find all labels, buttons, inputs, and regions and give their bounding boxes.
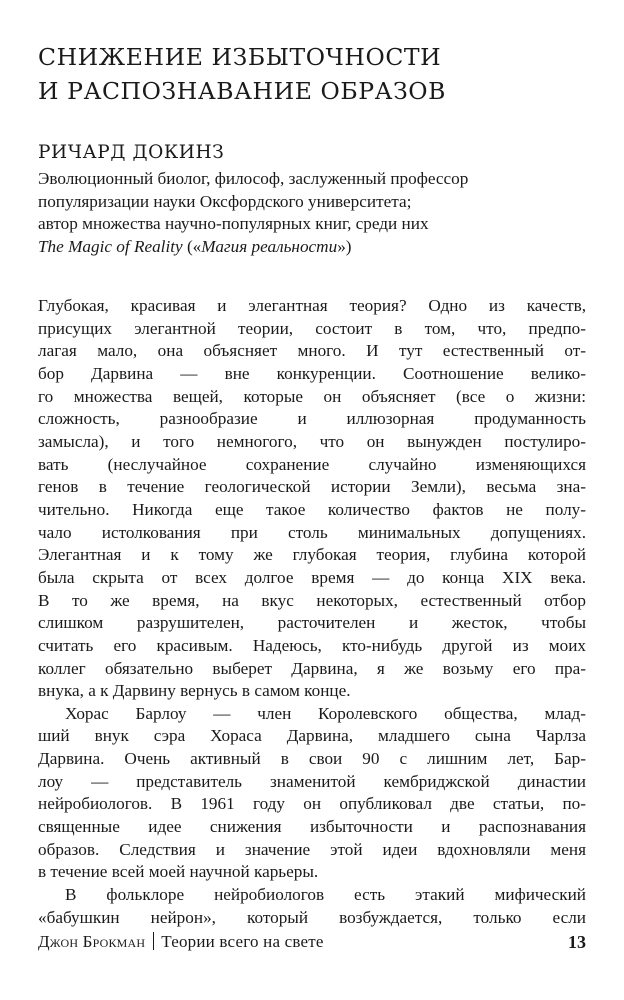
text-line: В то же время, на вкус некоторых, естественный отбор <box>38 590 586 610</box>
chapter-title <box>38 40 586 108</box>
text-line: сложность, разнообразие и иллюзорная продуманность <box>38 409 586 429</box>
essay-body <box>38 295 586 929</box>
author-bio-book-line <box>38 236 586 259</box>
text-line: замысла), и того немногого, что он вынужден постулиро- <box>38 431 586 451</box>
page-footer <box>38 930 586 954</box>
author-bio <box>38 168 586 259</box>
author-bio-line: популяризации науки Оксфордского университета; <box>38 191 412 211</box>
text-line: генов в течение геологической истории Земли), весьма зна- <box>38 477 586 497</box>
book-title-english: The Magic of Reality <box>38 237 183 257</box>
text-line: присущих элегантной теории, состоит в том, что, предпо- <box>38 318 586 338</box>
text-line: Глубокая, красивая и элегантная теория? Одно из качеств, <box>38 296 586 315</box>
chapter-title-line: И РАСПОЗНАВАНИЕ ОБРАЗОВ <box>38 77 447 105</box>
footer-divider <box>153 932 154 950</box>
text-line: В фольклоре нейробиологов есть этакий мифический <box>65 885 586 905</box>
text-line: чительно. Никогда еще такое количество фактов не полу- <box>38 499 586 519</box>
page-number: 13 <box>568 932 586 952</box>
running-book-title: Теории всего на свете <box>161 932 324 951</box>
text-line: ший внук сэра Хораса Дарвина, младшего сына Чарлза <box>38 726 586 746</box>
text-line: чало истолкования при столь минимальных допущениях. <box>38 522 586 542</box>
text-line: коллег обязательно выберет Дарвина, я же возьму его пра- <box>38 658 586 678</box>
chapter-title-line: СНИЖЕНИЕ ИЗБЫТОЧНОСТИ <box>38 43 442 71</box>
text-line: внука, а к Дарвину вернусь в самом конце. <box>38 681 351 701</box>
running-footer <box>38 930 324 954</box>
text-line: го множества вещей, которые он объясняет (все о жизни: <box>38 386 586 406</box>
text-line: считать его красивым. Надеюсь, кто-нибудь другой из моих <box>38 635 586 655</box>
text-line: нейробиологов. В 1961 году он опубликовал две статьи, по- <box>38 794 586 814</box>
text-line: священные идее снижения избыточности и распознавания <box>38 817 586 837</box>
paragraph <box>38 295 586 703</box>
book-title-open-paren: (« <box>182 237 202 257</box>
running-author: Джон Брокман <box>38 932 146 951</box>
paragraph <box>38 703 586 884</box>
text-line: вать (неслучайное сохранение случайно изменяющихся <box>38 454 586 474</box>
text-line: лоу — представитель знаменитой кембриджской династии <box>38 771 586 791</box>
text-line: лагая мало, она объясняет много. И тут естественный от- <box>38 341 586 361</box>
author-name: РИЧАРД ДОКИНЗ <box>38 142 225 163</box>
text-line: слишком разрушителен, расточителен и жесток, чтобы <box>38 613 586 633</box>
paragraph <box>38 884 586 929</box>
author-bio-line: Эволюционный биолог, философ, заслуженный профессор <box>38 169 469 188</box>
text-line: бор Дарвина — вне конкуренции. Соотношение велико- <box>38 363 586 383</box>
text-line: Дарвина. Очень активный в свои 90 с лишним лет, Бар- <box>38 749 586 769</box>
text-line: образов. Следствия и значение этой идеи вдохновляли меня <box>38 839 586 859</box>
text-line: в течение всей моей научной карьеры. <box>38 862 319 882</box>
book-page <box>38 0 586 1000</box>
text-line: Элегантная и к тому же глубокая теория, глубина которой <box>38 545 586 565</box>
book-title-russian: Магия реальности <box>201 237 338 257</box>
text-line: была скрыта от всех долгое время — до конца XIX века. <box>38 567 586 587</box>
book-title-close-paren: ») <box>337 237 352 257</box>
text-line: «бабушкин нейрон», который возбуждается, только если <box>38 907 586 927</box>
text-line: Хорас Барлоу — член Королевского общества, млад- <box>65 703 586 723</box>
author-bio-line: автор множества научно-популярных книг, среди них <box>38 214 429 234</box>
